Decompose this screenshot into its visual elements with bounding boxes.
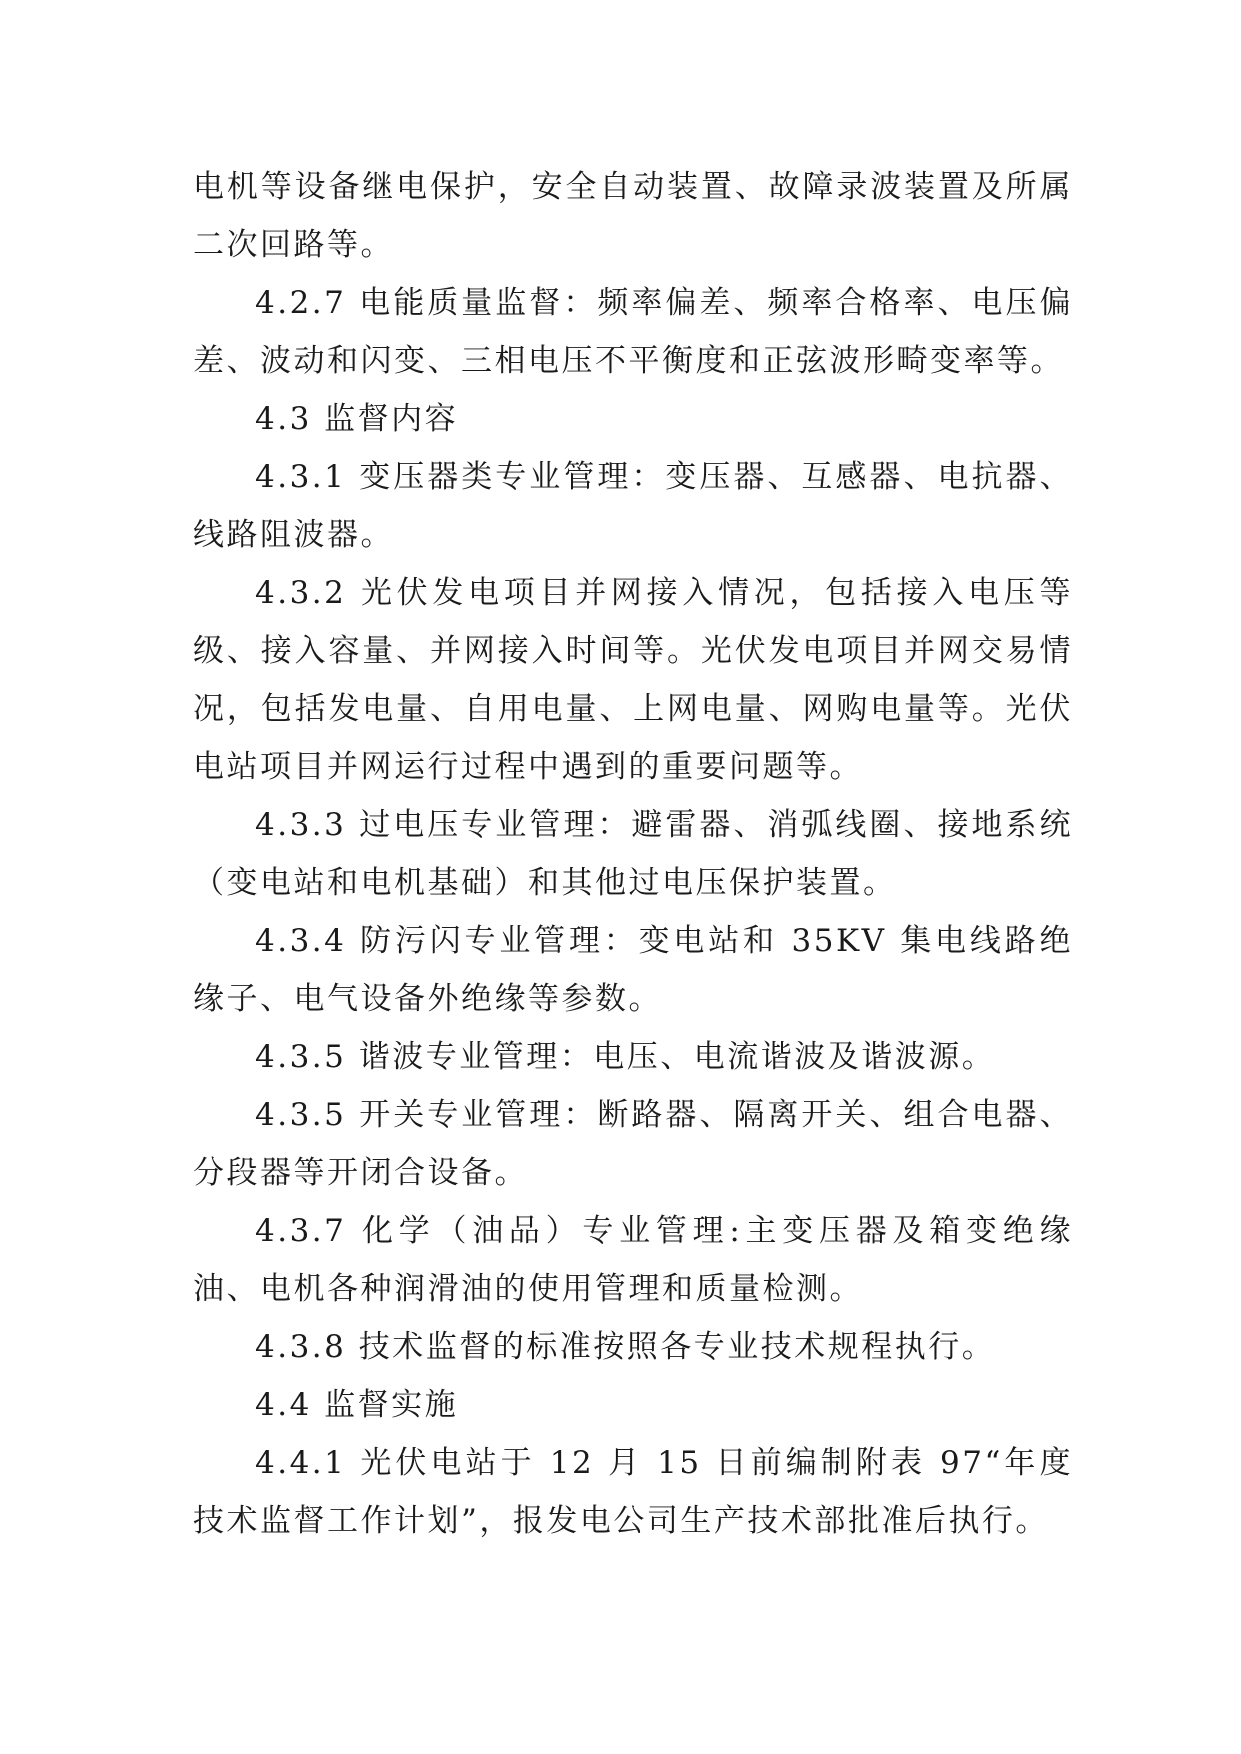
paragraph-4-3-7: 4.3.7 化学（油品）专业管理:主变压器及箱变绝缘油、电机各种润滑油的使用管理和质量检测。 xyxy=(193,1213,1073,1307)
paragraph-4-3-4: 4.3.4 防污闪专业管理：变电站和 35KV 集电线路绝缘子、电气设备外绝缘等参数。 xyxy=(193,923,1073,1017)
paragraph-4-4-1: 4.4.1 光伏电站于 12 月 15 日前编制附表 97“年度技术监督工作计划”，报发电公司生产技术部批准后执行。 xyxy=(193,1445,1073,1539)
paragraph-4-3-2: 4.3.2 光伏发电项目并网接入情况，包括接入电压等级、接入容量、并网接入时间等。光伏发电项目并网交易情况，包括发电量、自用电量、上网电量、网购电量等。光伏电站项目并网运行过程中遇到的重要问题等。 xyxy=(193,575,1073,785)
paragraph-4-2-7: 4.2.7 电能质量监督：频率偏差、频率合格率、电压偏差、波动和闪变、三相电压不平衡度和正弦波形畸变率等。 xyxy=(193,285,1073,379)
section-heading-4-3: 4.3 监督内容 xyxy=(255,401,459,437)
paragraph-4-3-5-harmonics: 4.3.5 谐波专业管理：电压、电流谐波及谐波源。 xyxy=(255,1039,996,1075)
document-body xyxy=(193,158,1073,1550)
paragraph-4-3-8: 4.3.8 技术监督的标准按照各专业技术规程执行。 xyxy=(255,1329,996,1365)
paragraph-relay-protection-continued: 电机等设备继电保护，安全自动装置、故障录波装置及所属二次回路等。 xyxy=(193,169,1073,263)
section-heading-4-4: 4.4 监督实施 xyxy=(255,1387,459,1423)
paragraph-4-3-5-switches: 4.3.5 开关专业管理：断路器、隔离开关、组合电器、分段器等开闭合设备。 xyxy=(193,1097,1073,1191)
paragraph-4-3-1: 4.3.1 变压器类专业管理：变压器、互感器、电抗器、线路阻波器。 xyxy=(193,459,1073,553)
paragraph-4-3-3: 4.3.3 过电压专业管理：避雷器、消弧线圈、接地系统（变电站和电机基础）和其他过电压保护装置。 xyxy=(193,807,1073,901)
